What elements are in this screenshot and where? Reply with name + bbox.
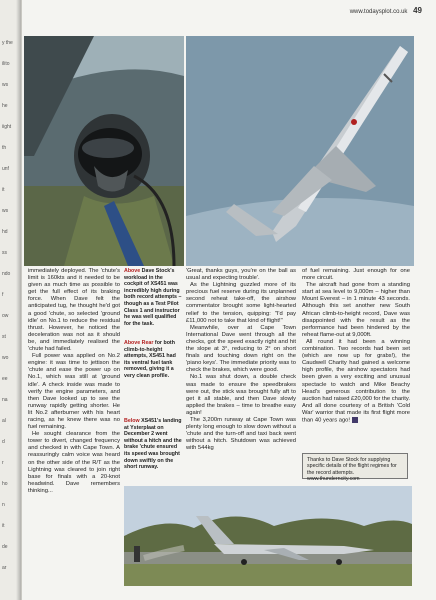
end-of-article-mark	[352, 417, 358, 423]
col1-paragraph-2: Full power was applied on No.2 engine: it was time to jettison the 'chute and ease the power up on No.1, which was still at 'ground idle'. A check inside was made to verify the engine parameters, and then Dave looked up to see the runway rapidly getting shorter. He lit No.2 afterburner with his heart racing, as he knew there was no fuel remaining.	[28, 353, 120, 431]
facing-page-fragment: al	[2, 418, 6, 424]
col4-paragraph-2: The aircraft had gone from a standing start at sea level to 9,000m – higher than Mount Everest – in 1 minute 43 seconds. Although this set another new South African climb-to-height record, Dave was disappointed with the result as the performance had been hindered by the reheat flame-out at 9,000ft.	[302, 282, 410, 338]
facing-page-fragment: unf	[2, 166, 9, 172]
col4-paragraph-3	[302, 339, 410, 425]
facing-page-fragment: n	[2, 502, 5, 508]
lightning-jet-photo	[186, 36, 414, 266]
facing-page-fragment: iight	[2, 124, 12, 130]
facing-page-fragment: wo	[2, 355, 9, 361]
facing-page-fragment: d	[2, 439, 5, 445]
runway-landing-photo	[124, 486, 412, 586]
article-column-1	[28, 268, 120, 495]
col3-paragraph-2: As the Lightning guzzled more of its precious fuel reserve during its unplanned second reheat take-off, the airshow commentator brought some light-hearted relief to the tension, quipping: "I'd pay £11,000 not to take that kind of flight!"	[186, 282, 296, 324]
col4-paragraph-1: of fuel remaining. Just enough for one more circuit.	[302, 268, 410, 282]
facing-page-fragment: it	[2, 187, 5, 193]
caption-below-text: XS451's landing at Ysterplaat on December 2 went without a hitch and the brake 'chute ensured its speed was brought down swiftly on the short runway.	[124, 418, 182, 471]
col4-paragraph-3-text: All round it had been a winning combination. Two records had been set (which are now up for grabs!), the Caudwell Charity had gained a welcome high profile, the airshow spectators had been given a very exciting and unusual spectacle to watch and Mike Beachy Head's generous contribution to the auction had raised £20,000 for the charity. And all done courtesy of a British 'Cold War' warrior that made its first flight more than 40 years ago!	[302, 338, 410, 424]
caption-below	[124, 418, 182, 471]
page-number: 49	[413, 6, 422, 15]
facing-page-fragment: ee	[2, 376, 8, 382]
facing-page-fragment: he	[2, 103, 8, 109]
facing-page-fragment: ss	[2, 250, 7, 256]
facing-page-fragment: ws	[2, 82, 9, 88]
page-gutter	[16, 0, 21, 600]
facing-page-fragment: hd	[2, 229, 8, 235]
caption-above	[124, 268, 182, 327]
facing-page-fragment: ho	[2, 481, 8, 487]
facing-page-fragment: ws	[2, 208, 9, 214]
pilot-cockpit-photo	[24, 36, 184, 266]
facing-page-fragment: th	[2, 145, 7, 151]
caption-above-text: Dave Stock's workload in the cockpit of XS451 was incredibly high during both record attempts – though as a Test Pilot Class 1 and instructor he was well qualified for the task.	[124, 268, 182, 327]
article-column-3	[186, 268, 296, 452]
caption-above-rear-lead: Above Rear	[124, 340, 154, 346]
col3-paragraph-3: Meanwhile, over at Cape Town International Dave went through all the checks, got the speed exactly right and hit the slope at 3°, reducing to 2° on short finals and touching down right on the 'piano keys'. The immediate priority was to check the brakes, which were good.	[186, 324, 296, 374]
facing-page-fragment: ilito	[2, 61, 10, 67]
facing-page-fragment: r	[2, 460, 4, 466]
col3-paragraph-1: 'Great, thanks guys, you're on the ball as usual and expecting trouble'.	[186, 268, 296, 282]
col1-paragraph-1: immediately deployed. The 'chute's limit is 160kts and it needed to be given as much time as possible to get the full effect of its braking force. When Dave felt the anticipated tug, he thought he'd got a good 'chute, so selected 'ground idle' on No.1 to reduce the residual thrust. However, he noticed the deceleration was not as it should be, and immediately realised the 'chute had failed.	[28, 268, 120, 353]
col3-paragraph-5: The 3,200m runway at Cape Town was plenty long enough to slow down without a 'chute and the turn-off and taxi back went without a hitch. Shutdown was achieved with 544kg	[186, 416, 296, 452]
facing-page-fragment: ow	[2, 313, 9, 319]
facing-page-fragment: it	[2, 523, 5, 529]
facing-page-fragment: ndo	[2, 271, 11, 277]
facing-page-fragment: ar	[2, 565, 7, 571]
col3-paragraph-4: No.1 was shut down, a double check was made to ensure the speedbrakes were out, the stick was brought fully aft to get it all stable, and then Dave slowly applied the brakes – time to breathe easy again!	[186, 374, 296, 416]
facing-page-edge	[0, 0, 22, 600]
facing-page-fragment: f	[2, 292, 4, 298]
thanks-box: Thanks to Dave Stock for supplying specific details of the flight regimes for the record attempts. www.thunderncity.com	[302, 453, 408, 479]
page-header	[350, 6, 422, 15]
facing-page-fragment: de	[2, 544, 8, 550]
col1-paragraph-3: He sought clearance from the tower to divert, changed frequency and checked in with Cape Town. A reassuringly calm voice was heard on the other side of the R/T as the Lightning was cleared to join right base for finals with a 20-knot headwind. Dave remembers thinking...	[28, 431, 120, 494]
caption-below-lead: Below	[124, 418, 140, 424]
facing-page-fragment: y the	[2, 40, 13, 46]
header-url: www.todaysplot.co.uk	[349, 9, 408, 15]
caption-above-lead: Above	[124, 268, 141, 274]
caption-above-rear	[124, 340, 182, 380]
caption-above-rear-text: for both climb-to-height attempts, XS451 had its ventral fuel tank removed, giving it a very clean profile.	[124, 340, 176, 379]
facing-page-fragment: st	[2, 334, 6, 340]
facing-page-fragment: na	[2, 397, 8, 403]
article-column-4	[302, 268, 410, 425]
